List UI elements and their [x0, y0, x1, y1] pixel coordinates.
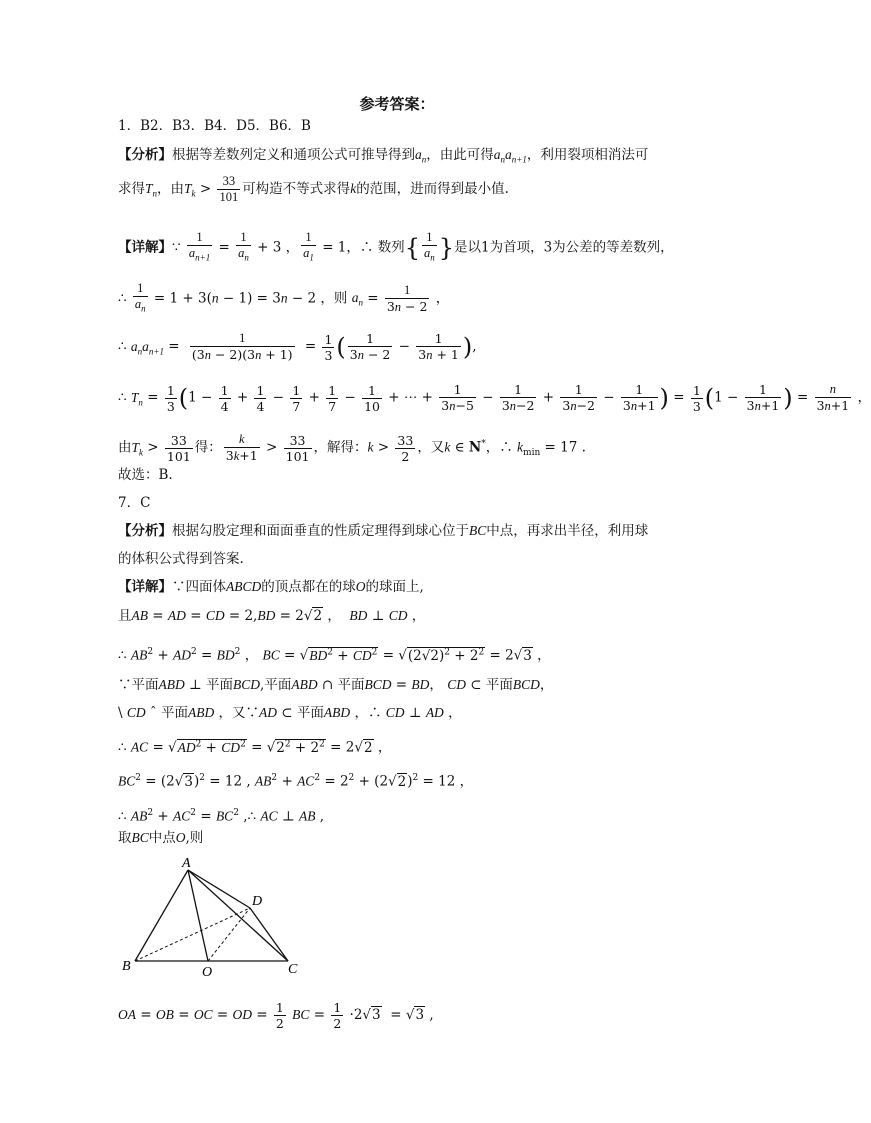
- q1-detail-line-3: ∴ $a_na_{n+1}$ = $\frac{1}{(3n - 2)(3n + 1)}$ = $\frac{1}{3}$ ( $\frac{1}{3n - 2}$ − $\frac{1}{3n + 1}$ ),: [118, 331, 477, 363]
- q7-analysis-line-1: 【分析】根据勾股定理和面面垂直的性质定理得到球心位于BC中点，再求出半径，利用球: [118, 523, 649, 539]
- edge-ab: [135, 870, 188, 961]
- label-c: C: [288, 962, 298, 977]
- detail-tag: 【详解】: [118, 239, 172, 256]
- edge-od-hidden: [208, 908, 250, 961]
- q7-detail-line-3: ∴ $AB^2 + AD^2 = BD^2$ ， BC = $√BD^2 + CD^2 = √(2√2)^2 + 2^2 = 2√3$ ，: [118, 647, 551, 664]
- q1-detail-line-1: 【详解】∵ $\frac{1}{a_{n+1}}$ = $\frac{1}{a_n}$ + 3 ， $\frac{1}{a_1}$ = 1，∴ 数列{ $\frac{1}{a_n}$ }是以1为首项，3为公差的等差数列，: [118, 230, 674, 266]
- edge-ad: [188, 870, 250, 908]
- q1-detail-line-2: ∴ $\frac{1}{a_n}$ = 1 + 3(n − 1) = 3n − 2 ，则 $a_n$ = $\frac{1}{3n - 2}$ ，: [118, 281, 449, 317]
- q7-detail-line-5: \ CD ˆ 平面ABD ，又∵AD ⊂ 平面ABD ，∴ CD ⊥ AD ，: [118, 705, 462, 721]
- edge-ao: [188, 870, 208, 961]
- q1-detail-line-4: ∴ $T_n$ = $\frac{1}{3}$ (1 − $\frac{1}{4}$ + $\frac{1}{4}$ − $\frac{1}{7}$ + $\frac{1}{7}$ − $\frac{1}{10}$ + ⋯ + $\frac{1}{3n-5}$ − $\frac{1}{3n-2}$ + $\frac{1}{3n-2}$ − $\frac{1}{3n+1}$ ) = $\frac{1}{3}$ (1 − $\frac{1}{3n+1}$ ) = $\frac{n}{3n+1}$ ，: [118, 382, 871, 414]
- q7-detail-line-8: ∴ $AB^2 + AC^2 = BC^2$ ,∴ AC ⊥ AB ,: [118, 808, 325, 825]
- q7-detail-line-2: 且AB = AD = CD = 2,BD = 2√2 ， BD ⊥ CD ，: [118, 608, 426, 624]
- edge-dc: [250, 908, 288, 961]
- q7-detail-line-1: 【详解】∵四面体ABCD的顶点都在的球O的球面上,: [118, 579, 424, 595]
- q1-conclusion: 故选：B.: [118, 467, 173, 483]
- answers-1-6: 1．B2．B3．B4．D5．B6．B: [118, 118, 311, 134]
- label-d: D: [252, 894, 263, 909]
- label-b: B: [122, 959, 131, 974]
- q7-answer: 7．C: [118, 495, 151, 511]
- q7-detail-line-9: 取BC中点O,则: [118, 830, 204, 846]
- q7-detail-line-7: $BC^2 = (2√3)^2 = 12$ , $AB^2 + AC^2 = 2^2 + (2√2)^2 = 12$ ，: [118, 773, 474, 790]
- q1-detail-line-5: 由$T_k$ > $\frac{33}{101}$ 得： $\frac{k}{3k+1}$ > $\frac{33}{101}$ ，解得：k > $\frac{33}{2}$ ，又k ∈ N*，∴ $k_{min} = 17$ .: [118, 432, 586, 464]
- page-title: 参考答案：: [359, 95, 435, 113]
- q7-detail-line-10: OA = OB = OC = OD = $\frac{1}{2}$ BC = $\frac{1}{2}$ ·2√3 = √3 ,: [118, 1000, 434, 1031]
- q7-analysis-line-2: 的体积公式得到答案.: [118, 551, 244, 567]
- edge-bd-hidden: [135, 908, 250, 961]
- analysis-tag: 【分析】: [118, 147, 172, 163]
- q7-detail-line-6: ∴ AC = $√AD^2 + CD^2 = √2^2 + 2^2 = 2√2$ ，: [118, 739, 392, 756]
- q1-analysis-line-1: 【分析】根据等差数列定义和通项公式可推导得到$a_n$，由此可得$a_na_{n+1}$，利用裂项相消法可: [118, 147, 649, 165]
- tetrahedron-figure: [118, 852, 318, 982]
- edge-ac: [188, 870, 288, 961]
- label-a: A: [182, 856, 191, 871]
- label-o: O: [202, 965, 213, 980]
- q1-analysis-line-2: 求得$T_n$，由$T_k$ > $\frac{33}{101}$ 可构造不等式求得k的范围，进而得到最小值.: [118, 174, 509, 204]
- q7-detail-line-4: ∵平面ABD ⊥ 平面BCD,平面ABD ∩ 平面BCD = BD， CD ⊂ 平面BCD，: [118, 677, 554, 693]
